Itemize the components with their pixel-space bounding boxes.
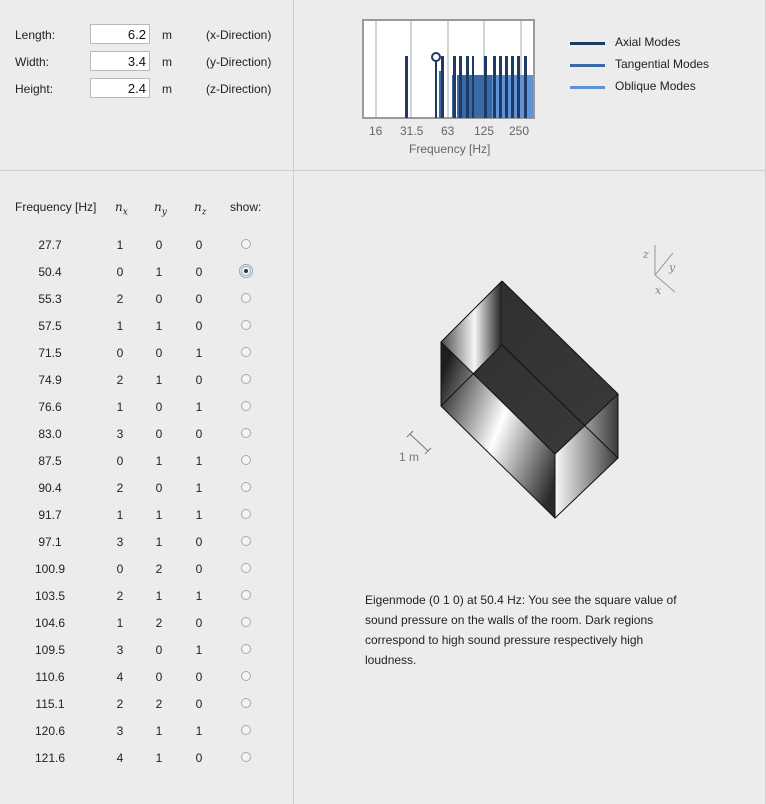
- row-frequency: 121.6: [34, 751, 66, 765]
- row-frequency: 50.4: [38, 265, 62, 279]
- row-nz: 0: [195, 292, 203, 306]
- header-ny: [154, 200, 167, 217]
- row-nx: 0: [116, 454, 124, 468]
- row-nz: 1: [195, 643, 203, 657]
- row-frequency: 90.4: [38, 481, 62, 495]
- spectrum-axial-mode-101: [466, 56, 469, 118]
- row-nx: 2: [116, 292, 124, 306]
- row-nx: 0: [116, 346, 124, 360]
- horizontal-divider: [0, 170, 766, 171]
- row-ny: 2: [155, 697, 163, 711]
- width-label: Width:: [15, 55, 50, 69]
- row-frequency: 55.3: [38, 292, 62, 306]
- show-mode-radio[interactable]: [241, 320, 251, 330]
- mode-description: Eigenmode (0 1 0) at 50.4 Hz: You see the square value of sound pressure on the walls of the room. Dark regions correspond to high sound pressure respectively high loudness.: [365, 593, 677, 667]
- row-nz: 1: [195, 346, 203, 360]
- length-direction: (x-Direction): [206, 28, 272, 42]
- row-nx: 1: [116, 616, 124, 630]
- show-mode-radio[interactable]: [241, 536, 251, 546]
- tick-63: 63: [441, 124, 455, 138]
- row-nz: 1: [195, 400, 203, 414]
- axis-z-label: z: [643, 248, 649, 261]
- width-input[interactable]: [90, 51, 150, 71]
- show-mode-radio[interactable]: [241, 671, 251, 681]
- row-frequency: 76.6: [38, 400, 62, 414]
- legend-tangential-label: Tangential Modes: [615, 57, 710, 71]
- row-nx: 4: [116, 751, 124, 765]
- length-unit: m: [162, 28, 172, 42]
- show-mode-radio[interactable]: [241, 725, 251, 735]
- show-mode-radio[interactable]: [241, 698, 251, 708]
- selected-mode-marker[interactable]: [432, 53, 440, 61]
- height-label: Height:: [15, 82, 54, 96]
- header-nz-sub: z: [201, 207, 207, 218]
- spectrum-axial-mode-140: [493, 56, 496, 118]
- tick-31-5: 31.5: [400, 124, 424, 138]
- header-nz-n: n: [194, 200, 202, 214]
- vertical-divider: [293, 0, 294, 804]
- legend-oblique-swatch: [570, 86, 605, 89]
- height-unit: m: [162, 82, 172, 96]
- row-ny: 1: [155, 319, 163, 333]
- show-mode-radio[interactable]: [241, 428, 251, 438]
- height-direction: (z-Direction): [206, 82, 272, 96]
- row-frequency: 110.6: [35, 670, 65, 684]
- row-ny: 1: [155, 751, 163, 765]
- row-nx: 2: [116, 373, 124, 387]
- legend-oblique-label: Oblique Modes: [615, 79, 696, 93]
- row-frequency: 115.1: [35, 697, 65, 711]
- row-nx: 3: [116, 535, 124, 549]
- show-mode-radio[interactable]: [241, 509, 251, 519]
- spectrum-axial-mode-260: [524, 56, 527, 118]
- row-frequency: 91.7: [38, 508, 62, 522]
- axis-x-label: x: [655, 284, 662, 297]
- row-nx: 2: [116, 589, 124, 603]
- row-frequency: 74.9: [38, 373, 62, 387]
- row-nz: 0: [195, 238, 203, 252]
- row-ny: 2: [155, 616, 163, 630]
- row-ny: 1: [155, 454, 163, 468]
- scale-label: 1 m: [399, 450, 420, 464]
- tick-250: 250: [509, 124, 530, 138]
- row-ny: 0: [155, 292, 163, 306]
- row-nz: 0: [195, 427, 203, 441]
- spectrum-axial-mode-71: [453, 56, 456, 118]
- row-nz: 0: [195, 265, 203, 279]
- row-nx: 3: [116, 724, 124, 738]
- row-nz: 0: [195, 562, 203, 576]
- legend-tangential-swatch: [570, 64, 605, 67]
- spectrum-axial-mode-83: [459, 56, 462, 118]
- row-nz: 0: [195, 751, 203, 765]
- row-frequency: 83.0: [38, 427, 62, 441]
- spectrum-axial-mode-170: [505, 56, 508, 118]
- row-frequency: 27.7: [38, 238, 62, 252]
- row-nz: 0: [195, 373, 203, 387]
- spectrum-axial-mode-150: [499, 56, 502, 118]
- show-mode-radio[interactable]: [241, 455, 251, 465]
- spectrum-axial-mode-110: [472, 56, 474, 118]
- spectrum-axial-mode-200: [511, 56, 514, 118]
- row-nz: 1: [195, 724, 203, 738]
- legend-axial-swatch: [570, 42, 605, 45]
- axis-y-label: y: [669, 261, 676, 274]
- header-show: show:: [230, 200, 262, 214]
- row-ny: 0: [155, 400, 163, 414]
- legend-axial-label: Axial Modes: [615, 35, 681, 49]
- row-frequency: 120.6: [34, 724, 66, 738]
- show-mode-radio[interactable]: [241, 644, 251, 654]
- show-mode-radio[interactable]: [241, 563, 251, 573]
- show-mode-radio[interactable]: [241, 482, 251, 492]
- show-mode-radio[interactable]: [241, 590, 251, 600]
- row-nx: 1: [116, 238, 124, 252]
- row-nz: 0: [195, 670, 203, 684]
- show-mode-radio[interactable]: [241, 347, 251, 357]
- row-ny: 1: [155, 265, 163, 279]
- tick-16: 16: [369, 124, 383, 138]
- length-input[interactable]: [90, 24, 150, 44]
- header-nx: [115, 200, 128, 217]
- spectrum-axial-mode-55: [441, 56, 444, 118]
- row-ny: 0: [155, 670, 163, 684]
- row-nx: 2: [116, 481, 124, 495]
- row-nz: 1: [195, 508, 203, 522]
- show-mode-radio[interactable]: [241, 266, 251, 276]
- row-frequency: 100.9: [34, 562, 66, 576]
- row-nz: 1: [195, 454, 203, 468]
- row-nx: 1: [116, 400, 124, 414]
- height-input[interactable]: [90, 78, 150, 98]
- width-direction: (y-Direction): [206, 55, 272, 69]
- row-nz: 0: [195, 616, 203, 630]
- row-nx: 1: [116, 508, 124, 522]
- show-mode-radio[interactable]: [241, 239, 251, 249]
- row-ny: 0: [155, 238, 163, 252]
- row-nx: 1: [116, 319, 124, 333]
- show-mode-radio[interactable]: [241, 752, 251, 762]
- spectrum-xlabel: Frequency [Hz]: [409, 142, 491, 156]
- row-frequency: 97.1: [38, 535, 62, 549]
- row-frequency: 57.5: [38, 319, 62, 333]
- row-frequency: 103.5: [34, 589, 66, 603]
- header-ny-n: n: [154, 200, 162, 214]
- spectrum-axial-mode-28: [405, 56, 408, 118]
- tick-125: 125: [474, 124, 495, 138]
- row-nx: 0: [116, 265, 124, 279]
- show-mode-radio[interactable]: [241, 293, 251, 303]
- show-mode-radio[interactable]: [241, 617, 251, 627]
- row-ny: 1: [155, 589, 163, 603]
- show-mode-radio[interactable]: [241, 374, 251, 384]
- header-nz: [194, 200, 206, 217]
- header-frequency: Frequency [Hz]: [15, 200, 97, 214]
- row-ny: 0: [155, 481, 163, 495]
- header-ny-sub: y: [161, 207, 167, 218]
- row-nz: 1: [195, 589, 203, 603]
- length-label: Length:: [15, 28, 56, 42]
- row-nx: 2: [116, 697, 124, 711]
- row-nx: 3: [116, 643, 124, 657]
- row-frequency: 109.5: [34, 643, 66, 657]
- width-unit: m: [162, 55, 172, 69]
- row-nz: 0: [195, 319, 203, 333]
- show-mode-radio[interactable]: [241, 401, 251, 411]
- row-ny: 0: [155, 346, 163, 360]
- row-nx: 4: [116, 670, 124, 684]
- header-nx-n: n: [115, 200, 123, 214]
- row-ny: 1: [155, 373, 163, 387]
- row-ny: 0: [155, 643, 163, 657]
- row-frequency: 71.5: [38, 346, 62, 360]
- row-ny: 1: [155, 508, 163, 522]
- row-ny: 0: [155, 427, 163, 441]
- row-frequency: 87.5: [38, 454, 62, 468]
- row-ny: 1: [155, 535, 163, 549]
- spectrum-axial-mode-230: [517, 56, 520, 118]
- row-nz: 0: [195, 697, 203, 711]
- row-ny: 1: [155, 724, 163, 738]
- spectrum-plot: [362, 19, 536, 120]
- row-nx: 0: [116, 562, 124, 576]
- header-nx-sub: x: [122, 207, 128, 218]
- row-ny: 2: [155, 562, 163, 576]
- row-nz: 0: [195, 535, 203, 549]
- row-frequency: 104.6: [34, 616, 66, 630]
- row-nx: 3: [116, 427, 124, 441]
- row-nz: 1: [195, 481, 203, 495]
- spectrum-axial-mode-125: [484, 56, 487, 118]
